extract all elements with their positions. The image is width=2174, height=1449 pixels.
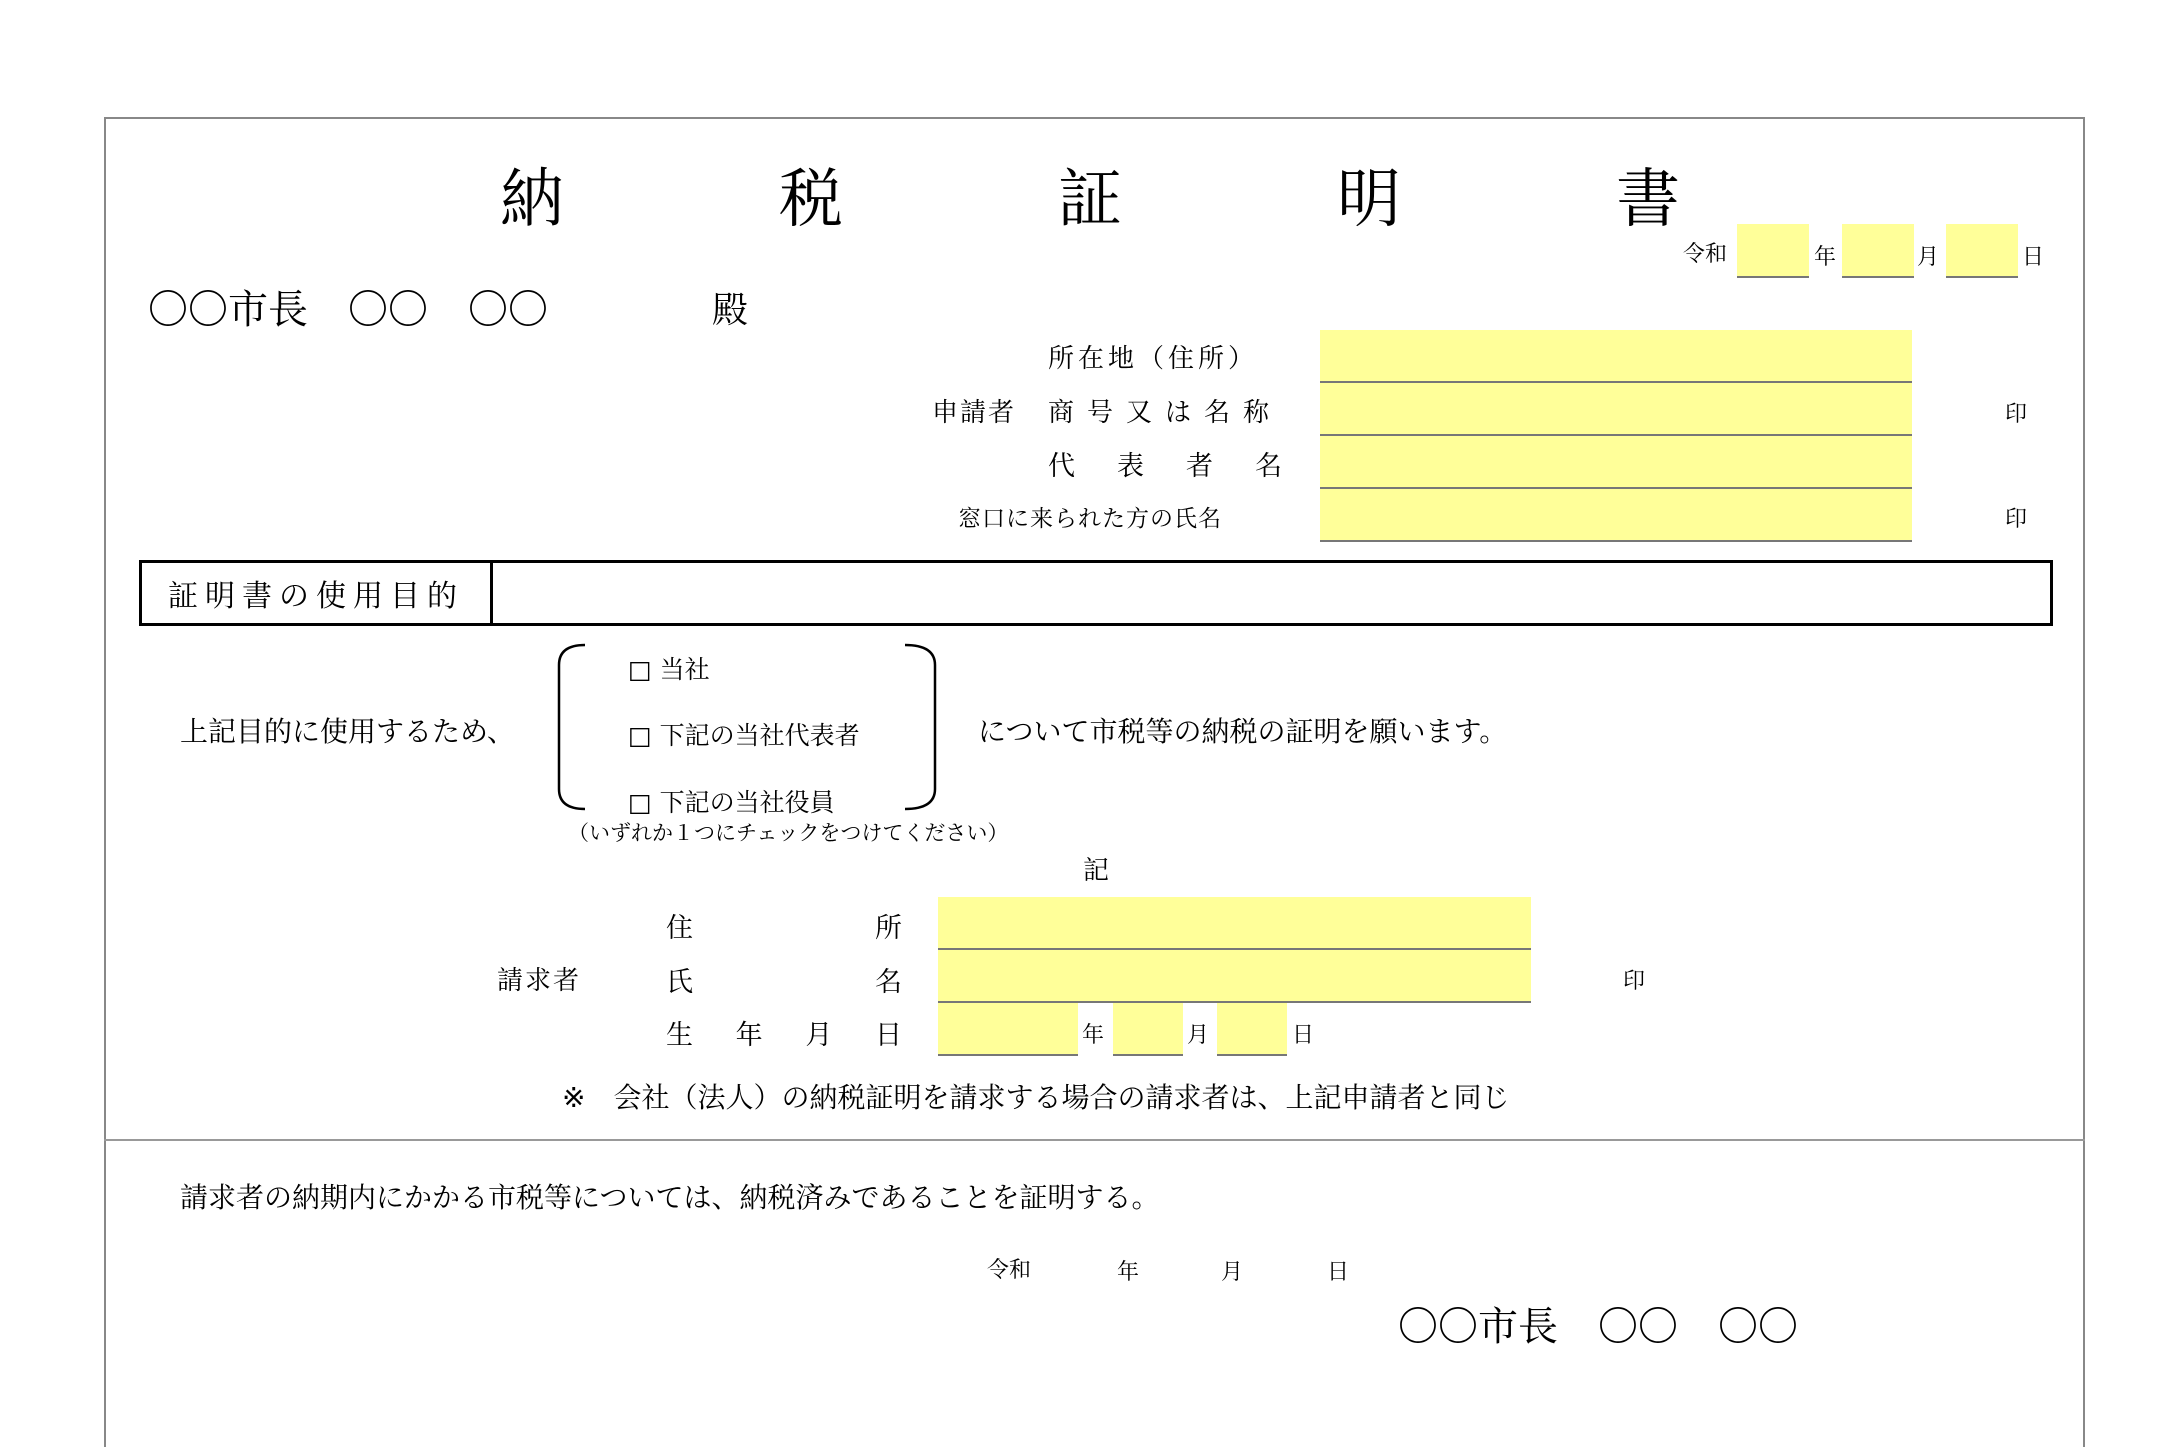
- date-year-label: 年: [1814, 245, 1837, 270]
- title-char: 税: [779, 163, 843, 237]
- birth-year-label: 年: [1082, 1023, 1105, 1048]
- purpose-field[interactable]: [493, 563, 2050, 623]
- request-prefix: 上記目的に使用するため、: [180, 715, 515, 748]
- date-day-label: 日: [2022, 245, 2045, 270]
- title-char: 書: [1616, 163, 1680, 237]
- birth-day-label: 日: [1292, 1023, 1315, 1048]
- visitor-seal: 印: [2005, 507, 2028, 532]
- cert-month-label: 月: [1221, 1260, 1244, 1285]
- option-note: （いずれか１つにチェックをつけてください）: [568, 821, 1009, 845]
- title-char: 明: [1337, 163, 1401, 237]
- requester-address-label: 住 所: [666, 913, 902, 944]
- requester-note: ※ 会社（法人）の納税証明を請求する場合の請求者は、上記申請者と同じ: [562, 1081, 1510, 1114]
- applicant-name-label: 商号又は名称: [1048, 398, 1283, 428]
- applicant-rep-label: 代 表 者 名: [1048, 451, 1282, 482]
- date-month-label: 月: [1917, 245, 1940, 270]
- request-suffix: について市税等の納税の証明を願います。: [978, 715, 1508, 748]
- section-divider: [104, 1139, 2085, 1141]
- applicant-visitor-field[interactable]: [1320, 489, 1912, 542]
- cert-year-label: 年: [1117, 1260, 1140, 1285]
- requester-birth-label: 生 年 月 日: [666, 1020, 902, 1051]
- applicant-address-label: 所在地（住所）: [1048, 344, 1259, 374]
- date-era-label: 令和: [1683, 242, 1728, 267]
- requester-group-label: 請求者: [497, 966, 582, 996]
- option-officer[interactable]: □ 下記の当社役員: [628, 788, 835, 817]
- applicant-visitor-label: 窓口に来られた方の氏名: [958, 506, 1222, 532]
- date-day-field[interactable]: [1946, 224, 2018, 278]
- applicant-seal: 印: [2005, 402, 2028, 427]
- option-representative[interactable]: □ 下記の当社代表者: [628, 721, 860, 750]
- applicant-rep-field[interactable]: [1320, 436, 1912, 489]
- title-char: 納: [500, 163, 564, 237]
- requester-name-label: 氏 名: [666, 967, 902, 998]
- applicant-name-field[interactable]: [1320, 383, 1912, 436]
- certification-issuer: 〇〇市長 〇〇 〇〇: [1398, 1304, 1798, 1350]
- date-year-field[interactable]: [1737, 224, 1809, 278]
- requester-birth-month-field[interactable]: [1113, 1003, 1183, 1056]
- addressee-honorific: 殿: [712, 290, 749, 331]
- form-title: [500, 148, 1680, 240]
- certification-statement: 請求者の納期内にかかる市税等については、納税済みであることを証明する。: [180, 1181, 1160, 1214]
- purpose-row: [139, 560, 2053, 626]
- addressee-mayor: 〇〇市長 〇〇 〇〇: [148, 287, 548, 333]
- purpose-label: 証明書の使用目的: [142, 563, 493, 623]
- requester-birth-day-field[interactable]: [1217, 1003, 1287, 1056]
- ki-label: 記: [1083, 856, 1112, 886]
- birth-month-label: 月: [1187, 1023, 1210, 1048]
- cert-era-label: 令和: [987, 1258, 1032, 1283]
- requester-birth-year-field[interactable]: [938, 1003, 1078, 1056]
- title-char: 証: [1058, 163, 1122, 237]
- applicant-address-field[interactable]: [1320, 330, 1912, 383]
- option-company[interactable]: □ 当社: [628, 655, 710, 684]
- date-month-field[interactable]: [1842, 224, 1914, 278]
- requester-address-field[interactable]: [938, 897, 1531, 950]
- cert-day-label: 日: [1327, 1260, 1350, 1285]
- applicant-group-label: 申請者: [932, 398, 1017, 428]
- requester-name-field[interactable]: [938, 950, 1531, 1003]
- requester-seal: 印: [1623, 969, 1646, 994]
